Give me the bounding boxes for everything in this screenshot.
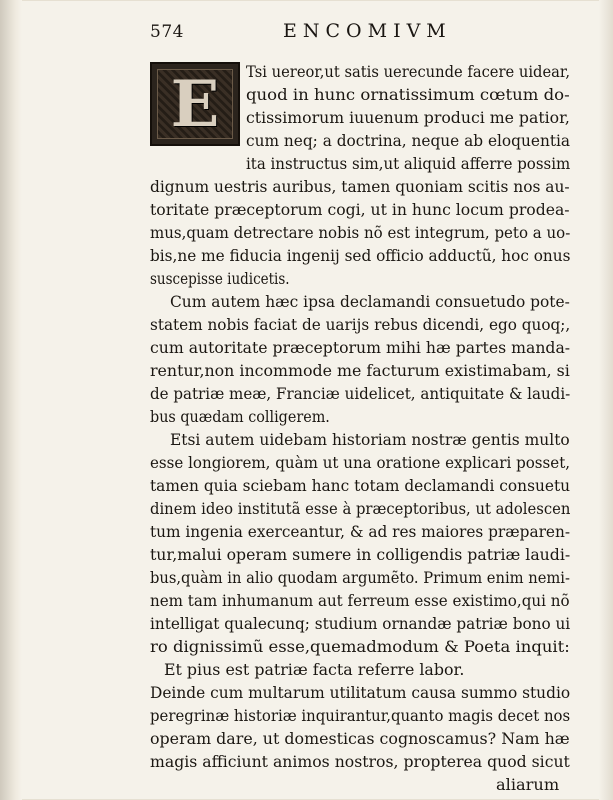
text-line: ro dignissimũ esse,quemadmodum & Poeta inquit: xyxy=(150,637,570,656)
text-line: ctissimorum iuuenum produci me patior, xyxy=(246,108,570,127)
text-line: ita instructus sim,ut aliquid afferre possim xyxy=(246,154,571,173)
text-line: statem nobis faciat de uarijs rebus dicendi, ego quoq;, xyxy=(150,315,571,334)
running-title: ENCOMIVM xyxy=(283,20,452,42)
ornamental-initial-icon xyxy=(150,62,240,146)
text-line: tur,malui operam sumere in colligendis patriæ laudi- xyxy=(150,545,571,564)
text-line: tum ingenia exerceantur, & ad res maiores præparen- xyxy=(150,522,571,541)
text-line: quod in hunc ornatissimum cœtum do- xyxy=(246,85,570,104)
text-line: suscepisse iudicetis. xyxy=(150,269,290,288)
text-line: de patriæ meæ, Franciæ uidelicet, antiquitate & laudi- xyxy=(150,384,571,403)
page-gutter xyxy=(0,0,22,800)
text-line: Tsi uereor,ut satis uerecunde facere uidear, xyxy=(246,62,570,81)
text-line: operam dare, ut domesticas cognoscamus? Nam hæ xyxy=(150,729,570,748)
text-line: bis,ne me fiducia ingenij sed officio adductũ, hoc onus xyxy=(150,246,571,265)
text-line: aliarum xyxy=(496,775,560,794)
text-line: intelligat qualecunq; studium ornandæ patriæ bono ui xyxy=(150,614,571,633)
page-number: 574 xyxy=(150,22,184,42)
page-edge xyxy=(599,0,613,800)
text-line: toritate præceptorum cogi, ut in hunc locum prodea- xyxy=(150,200,570,219)
text-line: nem tam inhumanum aut ferreum esse existimo,qui nõ xyxy=(150,591,570,610)
text-line: bus quædam colligerem. xyxy=(150,407,330,426)
text-line: magis afficiunt animos nostros, propterea quod sicut xyxy=(150,752,570,771)
text-line: cum autoritate præceptorum mihi hæ partes manda- xyxy=(150,338,571,357)
text-line: Deinde cum multarum utilitatum causa summo studio xyxy=(150,683,571,702)
text-line: rentur,non incommode me facturum existimabam, si xyxy=(150,361,570,380)
text-line: peregrinæ historiæ inquirantur,quanto magis decet nos xyxy=(150,706,571,725)
text-line: mus,quam detrectare nobis nõ est integrum, peto a uo- xyxy=(150,223,571,242)
text-line: Etsi autem uidebam historiam nostræ gentis multo xyxy=(170,430,570,449)
text-line: bus,quàm in alio quodam argumẽto. Primum enim nemi- xyxy=(150,568,570,587)
text-line: dignum uestris auribus, tamen quoniam scitis nos au- xyxy=(150,177,570,196)
text-line: Cum autem hæc ipsa declamandi consuetudo pote- xyxy=(170,292,570,311)
text-line: tamen quia sciebam hanc totam declamandi consuetu xyxy=(150,476,571,495)
text-line: Et pius est patriæ facta referre labor. xyxy=(164,660,465,679)
text-line: dinem ideo institutã esse à præceptoribus, ut adolescen xyxy=(150,499,571,518)
initial-letter: E xyxy=(170,66,220,142)
text-line: esse longiorem, quàm ut una oratione explicari posset, xyxy=(150,453,571,472)
text-line: cum neq; a doctrina, neque ab eloquentia xyxy=(246,131,571,150)
